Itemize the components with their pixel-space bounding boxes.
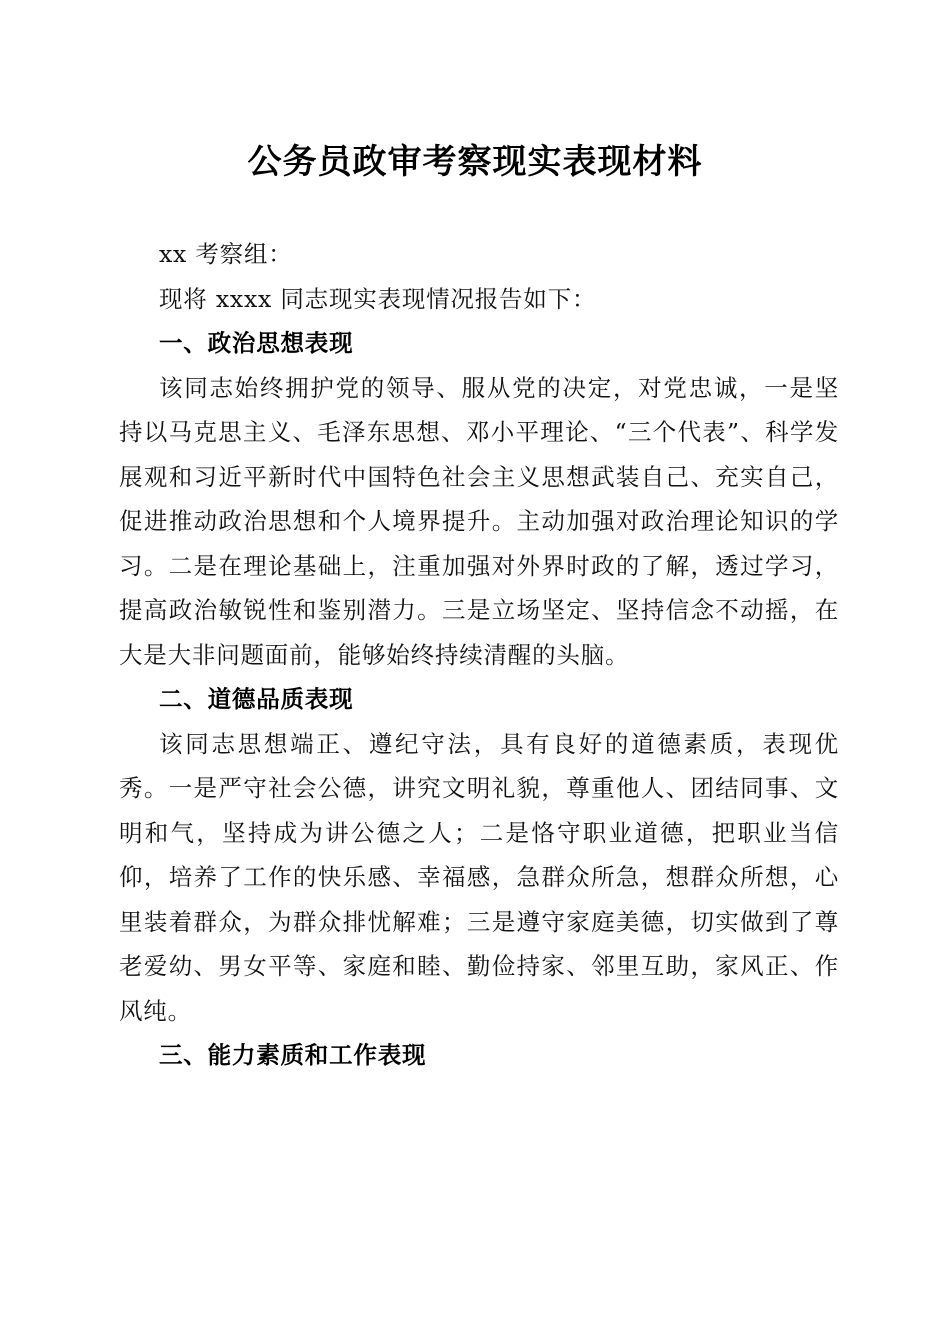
salutation: xx 考察组：: [159, 240, 293, 268]
intro-paragraph: 现将 xxxx 同志现实表现情况报告如下：: [159, 284, 597, 313]
section-paragraph-moral: 该同志思想端正、遵纪守法，具有良好的道德素质，表现优秀。一是严守社会公德，讲究文明礼貌，尊重他人、团结同事、文明和气，坚持成为讲公德之人；二是恪守职业道德，把职业当信仰，培养了工作的快乐感、幸福感，急群众所急，想群众所想，心里装着群众，为群众排忧解难；三是遵守家庭美德，切实做到了尊老爱幼、男女平等、家庭和睦、勤俭持家、邻里互助，家风正、作风纯。: [119, 729, 839, 1025]
section-heading-political: 一、政治思想表现: [159, 329, 354, 357]
section-paragraph-political: 该同志始终拥护党的领导、服从党的决定，对党忠诚，一是坚持以马克思主义、毛泽东思想、邓小平理论、“三个代表”、科学发展观和习近平新时代中国特色社会主义思想武装自己、充实自己，促进推动政治思想和个人境界提升。主动加强对政治理论知识的学习。二是在理论基础上，注重加强对外界时政的了解，透过学习，提高政治敏锐性和鉴别潜力。三是立场坚定、坚持信念不动摇，在大是大非问题面前，能够始终持续清醒的头脑。: [119, 373, 839, 669]
section-heading-moral: 二、道德品质表现: [159, 685, 354, 713]
section-heading-ability: 三、能力素质和工作表现: [159, 1041, 427, 1069]
document-title: 公务员政审考察现实表现材料: [247, 142, 703, 182]
document-body: [119, 232, 839, 1078]
